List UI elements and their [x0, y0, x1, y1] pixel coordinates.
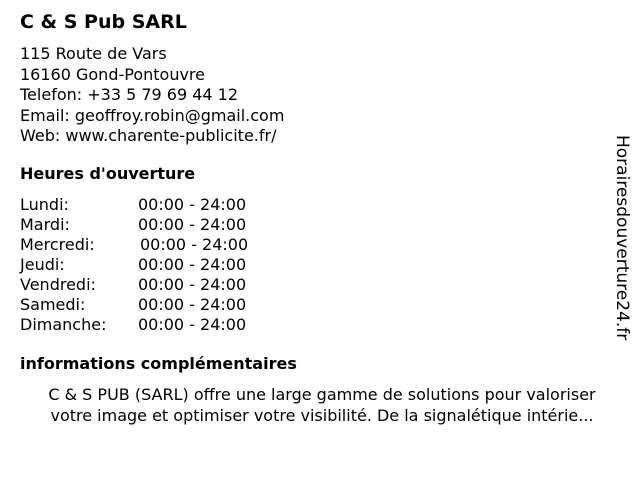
business-name: C & S Pub SARL [20, 11, 187, 33]
day-label: Mercredi: [20, 235, 95, 254]
time-range: 00:00 - 24:00 [140, 235, 249, 254]
day-label: Jeudi: [20, 255, 65, 274]
day-label: Samedi: [20, 295, 86, 314]
description-line: C & S PUB (SARL) offre une large gamme de solutions pour valoriser [48, 385, 596, 404]
hours-row-wednesday [20, 235, 248, 255]
day-label: Vendredi: [20, 275, 96, 294]
website-url: Web: www.charente-publicite.fr/ [20, 126, 277, 145]
additional-info-heading: informations complémentaires [20, 354, 297, 373]
phone-number: Telefon: +33 5 79 69 44 12 [20, 85, 239, 104]
hours-row-friday [20, 275, 248, 295]
hours-row-tuesday [20, 215, 248, 235]
time-range: 00:00 - 24:00 [138, 215, 247, 234]
business-description [20, 384, 624, 426]
hours-row-saturday [20, 295, 248, 315]
day-label: Dimanche: [20, 315, 107, 334]
description-line: votre image et optimiser votre visibilité. De la signalétique intérie... [50, 406, 594, 425]
time-range: 00:00 - 24:00 [138, 255, 247, 274]
hours-row-thursday [20, 255, 248, 275]
day-label: Lundi: [20, 195, 69, 214]
site-watermark: Horairesdouverture24.fr [612, 135, 632, 341]
hours-row-sunday [20, 315, 248, 335]
opening-hours-heading: Heures d'ouverture [20, 164, 196, 183]
opening-hours-table [20, 195, 248, 335]
time-range: 00:00 - 24:00 [138, 195, 247, 214]
city-postcode: 16160 Gond-Pontouvre [20, 64, 205, 84]
time-range: 00:00 - 24:00 [138, 275, 247, 294]
time-range: 00:00 - 24:00 [138, 315, 247, 334]
contact-block [20, 44, 284, 147]
hours-row-monday [20, 195, 248, 215]
time-range: 00:00 - 24:00 [138, 295, 247, 314]
email-address: Email: geoffroy.robin@gmail.com [20, 105, 285, 125]
day-label: Mardi: [20, 215, 70, 234]
street-address: 115 Route de Vars [20, 44, 167, 63]
